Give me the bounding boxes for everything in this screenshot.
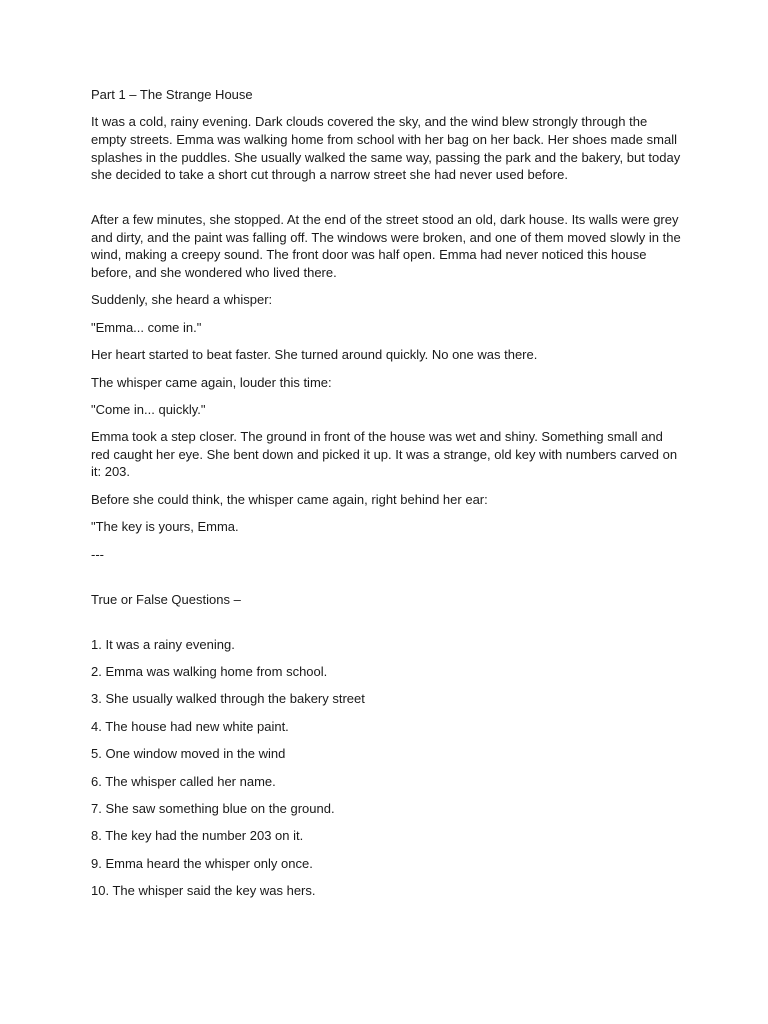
question-item: 9. Emma heard the whisper only once. (91, 855, 313, 871)
blank-line (91, 618, 681, 636)
question-item: 4. The house had new white paint. (91, 718, 289, 734)
question-item: 6. The whisper called her name. (91, 773, 276, 789)
document-page (91, 86, 681, 910)
blank-line (91, 573, 681, 591)
question-item: 5. One window moved in the wind (91, 746, 286, 762)
question-item: 7. She saw something blue on the ground. (91, 800, 335, 816)
question-item: 10. The whisper said the key was hers. (91, 883, 316, 899)
question-item: 2. Emma was walking home from school. (91, 664, 328, 679)
questions-heading: True or False Questions – (91, 591, 241, 607)
question-item: 1. It was a rainy evening. (91, 636, 235, 652)
story-paragraph: After a few minutes, she stopped. At the end of the street stood an old, dark house. Its walls were grey and dirty, and the paint was falling off. The windows were broken, and one of them moved slowly in the wind, making a creepy sound. The front door was half open. Emma had never noticed this house before, and she wondered who lived there. (91, 212, 681, 280)
question-item: 8. The key had the number 203 on it. (91, 828, 304, 844)
question-item: 3. She usually walked through the bakery street (91, 691, 365, 707)
story-quote: "Emma... come in." (91, 319, 202, 335)
story-quote: "The key is yours, Emma. (91, 519, 239, 535)
story-paragraph: It was a cold, rainy evening. Dark clouds covered the sky, and the wind blew strongly through the empty streets. Emma was walking home from school with her bag on her back. Her shoes made small splashes in the puddles. She usually walked the same way, passing the park and the bakery, but today she decided to take a short cut through a narrow street she had never used before. (91, 114, 681, 183)
story-paragraph: The whisper came again, louder this time: (91, 374, 332, 390)
story-quote: "Come in... quickly." (91, 401, 206, 417)
story-paragraph: Emma took a step closer. The ground in front of the house was wet and shiny. Something small and red caught her eye. She bent down and picked it up. It was a strange, old key with numbers carved on it: 203. (91, 429, 678, 480)
part-heading: Part 1 – The Strange House (91, 87, 253, 102)
story-paragraph: Her heart started to beat faster. She turned around quickly. No one was there. (91, 347, 538, 363)
story-paragraph: Suddenly, she heard a whisper: (91, 292, 273, 308)
section-divider: --- (91, 546, 104, 562)
story-paragraph: Before she could think, the whisper came again, right behind her ear: (91, 491, 488, 507)
blank-line (91, 194, 681, 212)
